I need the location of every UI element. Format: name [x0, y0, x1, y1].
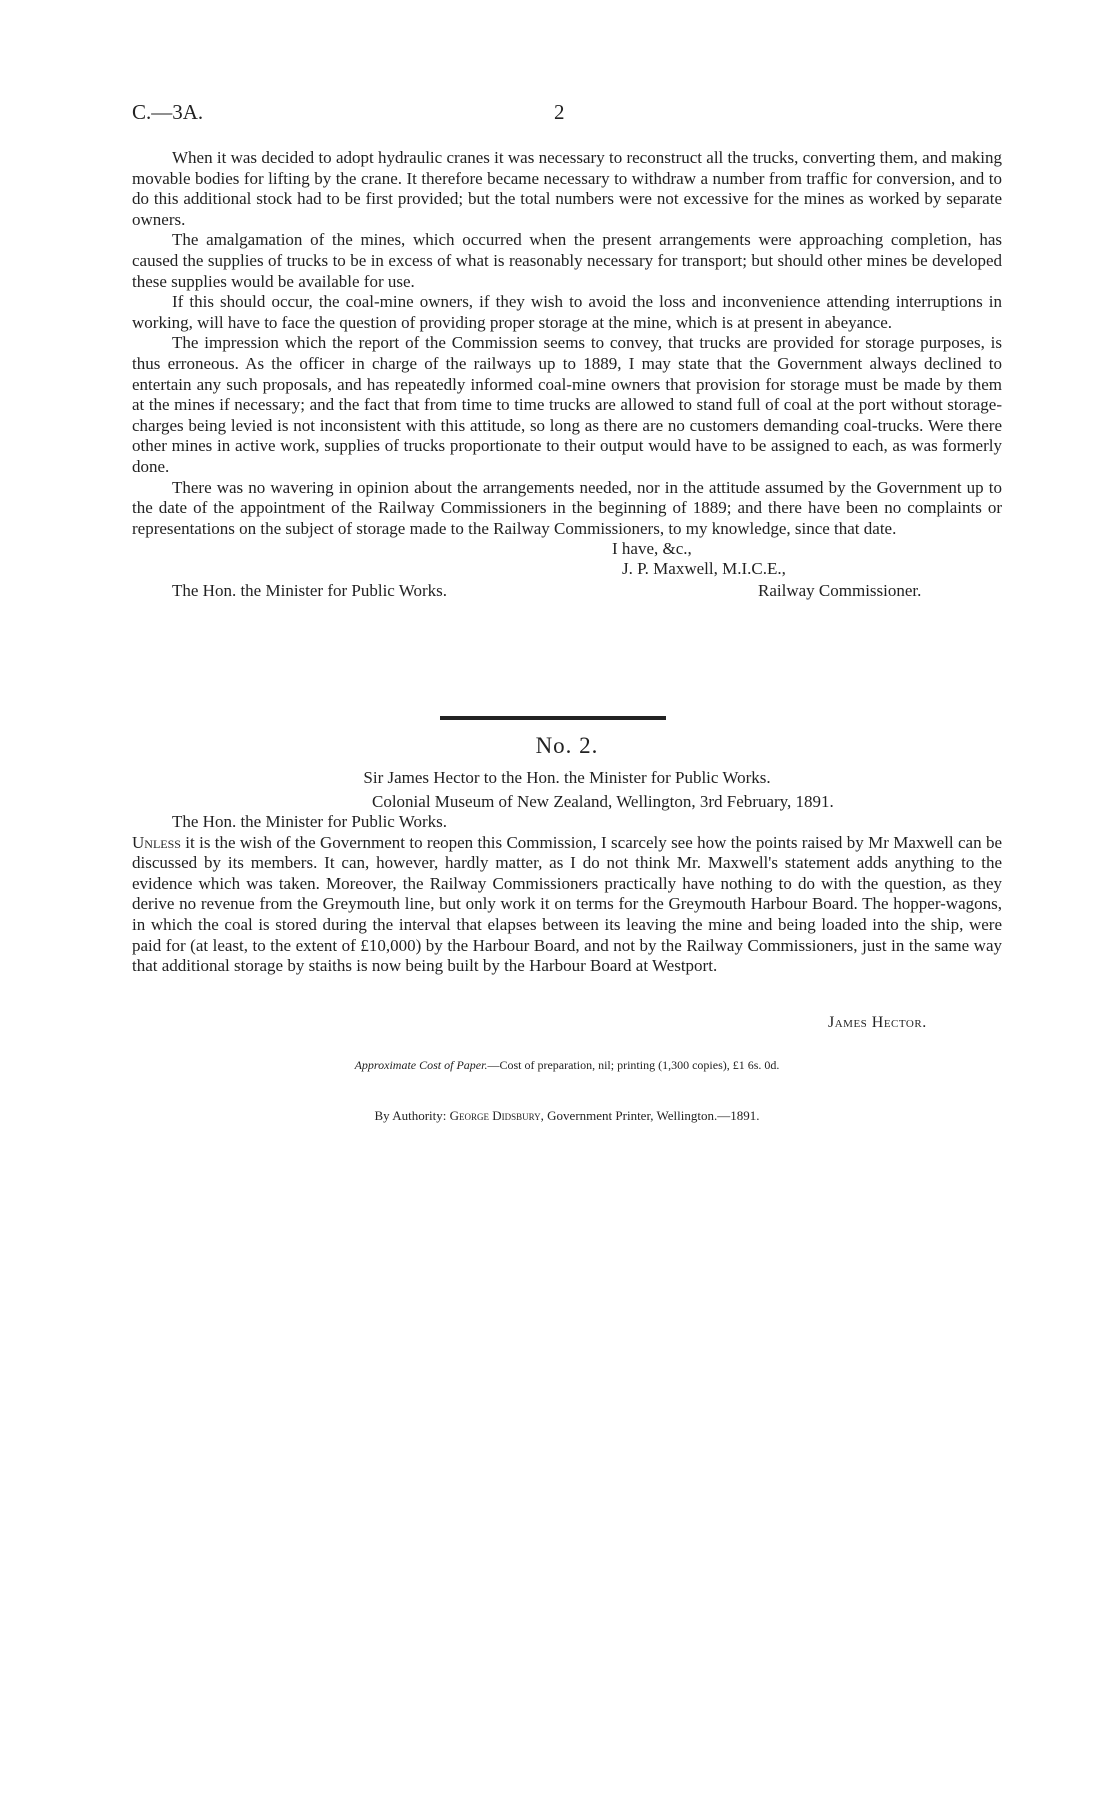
place-date: Colonial Museum of New Zealand, Wellington, 3rd February, 1891. — [372, 792, 834, 811]
paragraph: The impression which the report of the Commission seems to convey, that trucks are provided for storage purposes, is thus erroneous. As the officer in charge of the railways up to 1889, I may state that the Government always declined to entertain any such proposals, and has repeatedly informed coal-mine owners that provision for storage must be made by them at the mines if necessary; and the fact that from time to time trucks are allowed to stand full of coal at the port without storage-charges being levied is not inconsistent with this attitude, so long as there are no customers demanding coal-trucks. Were there other mines in active work, supplies of trucks proportionate to their output would have to be assigned to each, as was formerly done. — [132, 333, 1002, 476]
paragraph: There was no wavering in opinion about the arrangements needed, nor in the attitude assumed by the Government up to the date of the appointment of the Railway Commissioners in the beginning of 1889; and there have been no complaints or representations on the subject of storage made to the Railway Commissioners, to my knowledge, since that date. — [132, 477, 1002, 538]
paragraph: When it was decided to adopt hydraulic cranes it was necessary to reconstruct all the trucks, converting them, and making movable bodies for lifting by the crane. It therefore became necessary to withdraw a number from traffic for conversion, and to do this additional stock had to be first provided; but the total numbers were not excessive for the mines as worked by separate owners. — [132, 148, 1002, 229]
paragraph: If this should occur, the coal-mine owners, if they wish to avoid the loss and inconvenience attending interruptions in working, will have to face the question of providing proper storage at the mine, which is at present in abeyance. — [132, 292, 1002, 332]
opening-word: Unless — [132, 832, 181, 852]
letter-one-body — [132, 148, 1002, 623]
authority-suffix: , Government Printer, Wellington.—1891. — [540, 1108, 760, 1123]
signer-name: J. P. Maxwell, M.I.C.E., — [622, 559, 786, 579]
paragraph — [132, 833, 1002, 977]
cost-label: Approximate Cost of Paper. — [354, 1058, 488, 1072]
addressee: The Hon. the Minister for Public Works. — [172, 581, 448, 601]
addressee: The Hon. the Minister for Public Works. — [172, 812, 448, 831]
closing: I have, &c., — [612, 539, 692, 559]
letter-number: No. 2. — [535, 733, 599, 758]
letter-heading: Sir James Hector to the Hon. the Minister for Public Works. — [363, 768, 771, 787]
page-number: 2 — [554, 100, 565, 124]
cost-text: —Cost of preparation, nil; printing (1,300 copies), £1 6s. 0d. — [487, 1058, 780, 1072]
paragraph: The amalgamation of the mines, which occurred when the present arrangements were approaching completion, has caused the supplies of trucks to be in excess of what is reasonably necessary for transport; but should other mines be developed these supplies would be available for use. — [132, 230, 1002, 291]
signer-name: James Hector. — [828, 1014, 927, 1031]
letter-one-signature-block — [132, 539, 1002, 623]
letter-two-body — [132, 812, 1002, 977]
authority-line — [132, 1108, 1002, 1124]
authority-prefix: By Authority: — [374, 1108, 450, 1123]
printer-name: George Didsbury — [449, 1108, 541, 1123]
paragraph-text: it is the wish of the Government to reopen this Commission, I scarcely see how the points raised by Mr Maxwell can be discussed by its members. It can, however, hardly matter, as I do not think Mr. Maxwell's statement adds anything to the evidence which was taken. Moreover, the Railway Commissioners practically have nothing to do with the question, as they derive no revenue from the Greymouth line, but only work it on terms for the Greymouth Harbour Board. The hopper-wagons, in which the coal is stored during the interval that elapses between its leaving the mine and being loaded into the ship, were paid for (at least, to the extent of £10,000) by the Harbour Board, and not by the Railway Commissioners, just in the same way that additional storage by staiths is now being built by the Harbour Board at Westport. — [132, 832, 1002, 976]
cost-note — [132, 1058, 1002, 1073]
signer-title: Railway Commissioner. — [758, 581, 922, 601]
section-divider — [440, 716, 666, 720]
page-header — [132, 100, 1002, 126]
document-reference: C.—3A. — [132, 100, 204, 124]
